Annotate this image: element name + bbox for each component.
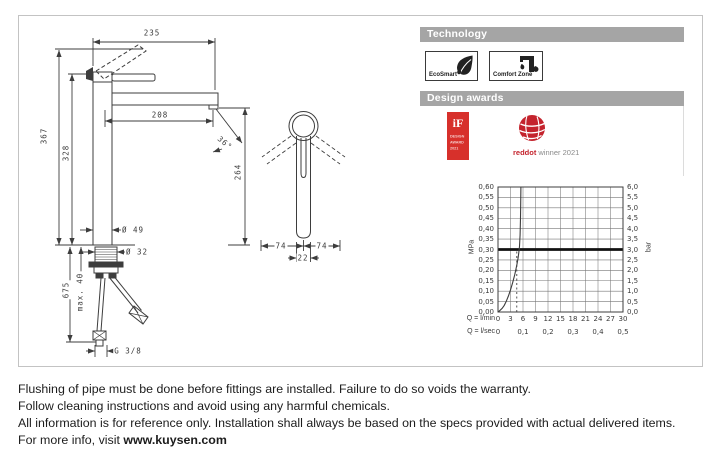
chart-tick-bar: 5,0 [627, 203, 639, 212]
chart-tick-bar: 3,5 [627, 235, 639, 244]
leaf-drop-icon [454, 54, 475, 82]
reddot-caption: winner 2021 [536, 148, 580, 157]
dimension-label: 675 [61, 281, 71, 299]
chart-tick-bar: 2,0 [627, 266, 639, 275]
chart-tick-bar: 1,5 [627, 276, 639, 285]
dimension-label: 235 [143, 28, 161, 38]
if-caption-line: 2021 [450, 147, 459, 151]
chart-tick-mpa: 0,35 [478, 235, 494, 244]
chart-tick-lsec: 0,2 [542, 328, 554, 336]
ecosmart-label: EcoSmart [429, 71, 458, 78]
chart-tick-bar: 5,5 [627, 193, 639, 202]
if-logo: iF [452, 116, 464, 130]
footer-line: All information is for reference only. Installation shall always be based on the specs provided with actual delivered items. [18, 416, 676, 430]
chart-tick-bar: 3,0 [627, 245, 639, 254]
dimension-label: Ø 49 [121, 225, 145, 235]
dimension-label: G 3/8 [114, 346, 142, 356]
chart-tick-lsec: 0,3 [567, 328, 579, 336]
chart-tick-lsec: 0 [495, 328, 501, 336]
comfort-zone-label: Comfort Zone [493, 71, 533, 78]
chart-tick-mpa: 0,40 [478, 224, 494, 233]
chart-tick-mpa: 0,10 [478, 287, 494, 296]
more-info-prefix: For more info, visit [18, 433, 124, 447]
chart-tick-lmin: 21 [581, 315, 590, 323]
chart-tick-bar: 4,5 [627, 214, 639, 223]
chart-y-right-axis-label: bar [645, 241, 653, 253]
chart-tick-lmin: 18 [568, 315, 578, 323]
chart-tick-lmin: 12 [543, 315, 553, 323]
chart-tick-bar: 0,0 [627, 308, 639, 316]
chart-tick-mpa: 0,50 [478, 203, 494, 212]
dimension-label: 208 [151, 110, 169, 120]
reddot-logo-icon [518, 114, 546, 147]
dimension-label: 367 [39, 127, 49, 145]
dimension-label: 328 [61, 144, 71, 162]
faucet-front-view [262, 112, 345, 239]
ecosmart-badge [425, 51, 478, 81]
chart-tick-lsec: 0,4 [592, 328, 604, 336]
chart-tick-lmin: 30 [618, 315, 628, 323]
chart-tick-bar: 6,0 [627, 183, 639, 191]
dimension-label: 264 [233, 163, 243, 181]
chart-tick-mpa: 0,05 [478, 297, 494, 306]
chart-tick-lmin: 27 [606, 315, 615, 323]
chart-tick-lmin: 6 [520, 315, 526, 323]
dimension-label: 74 [275, 241, 287, 251]
chart-tick-lsec: 0,5 [617, 328, 629, 336]
chart-tick-mpa: 0,45 [478, 214, 494, 223]
chart-tick-mpa: 0,30 [478, 245, 494, 254]
if-design-award-badge [447, 112, 469, 160]
dimension-label: 74 [316, 241, 328, 251]
reddot-winner-text [513, 148, 579, 157]
chart-x-lsec-label: Q = l/sec [467, 328, 495, 335]
flow-chart [498, 187, 623, 312]
chart-tick-bar: 1,0 [627, 287, 639, 296]
comfort-zone-faucet-icon [518, 54, 540, 84]
footer-notes [18, 381, 708, 449]
chart-tick-lsec: 0,1 [517, 328, 529, 336]
chart-x-lmin-label: Q = l/min [466, 315, 495, 322]
chart-tick-mpa: 0,25 [478, 255, 494, 264]
dimension-label: 36° [215, 134, 235, 152]
reddot-brand: reddot [513, 148, 537, 157]
chart-tick-bar: 0,5 [627, 297, 639, 306]
if-caption-line: AWARD [450, 141, 464, 145]
chart-y-left-axis-label: MPa [468, 239, 476, 255]
chart-tick-bar: 2,5 [627, 255, 639, 264]
website-text: www.kuysen.com [123, 433, 227, 447]
chart-tick-lmin: 24 [593, 315, 603, 323]
if-caption-line: DESIGN [450, 135, 465, 139]
dimension-label: 22 [297, 253, 309, 263]
chart-tick-mpa: 0,20 [478, 266, 494, 275]
chart-tick-mpa: 0,15 [478, 276, 494, 285]
technology-header-bar: Technology [420, 27, 684, 42]
chart-tick-lmin: 3 [508, 315, 513, 323]
dimension-label: max. 40 [75, 272, 85, 312]
comfort-zone-badge [489, 51, 543, 81]
footer-line: Follow cleaning instructions and avoid using any harmful chemicals. [18, 399, 390, 413]
chart-tick-mpa: 0,55 [478, 193, 494, 202]
footer-line: Flushing of pipe must be done before fittings are installed. Failure to do so voids the warranty. [18, 382, 531, 396]
chart-tick-lmin: 9 [533, 315, 538, 323]
chart-tick-bar: 4,0 [627, 224, 639, 233]
chart-tick-mpa: 0,60 [478, 183, 494, 191]
footer-line [18, 432, 708, 449]
chart-tick-lmin: 0 [495, 315, 501, 323]
design-awards-header-bar: Design awards [420, 91, 684, 106]
chart-tick-lmin: 15 [556, 315, 565, 323]
dimension-label: Ø 32 [125, 247, 149, 257]
chart-tick-mpa: 0,00 [478, 308, 494, 316]
